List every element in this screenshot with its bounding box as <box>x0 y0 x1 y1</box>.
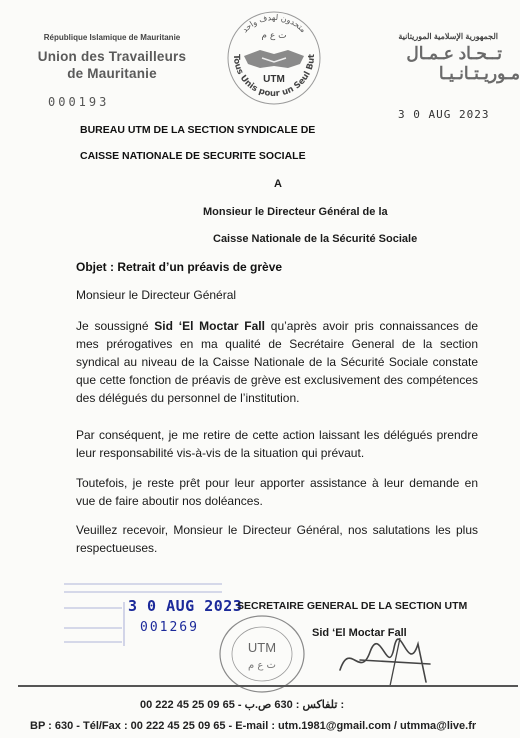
logo-ring-text-top: متحدون لهدف واحد <box>240 12 308 35</box>
receipt-stamp-date: 3 0 AUG 2023 <box>128 597 243 615</box>
handwritten-signature <box>330 630 440 690</box>
logo-acronym: UTM <box>263 74 285 85</box>
utm-logo <box>222 6 326 110</box>
footer-line1-numbers: 00 222 45 25 09 65 - تلفاكس : 630 <box>140 699 338 711</box>
document-number: 000193 <box>48 95 110 109</box>
signatory-name: Sid ‘El Moctar Fall <box>312 627 407 639</box>
recipient-line2: Caisse Nationale de la Sécurité Sociale <box>213 233 418 245</box>
paragraph-2: Par conséquent, je me retire de cette action laissant les délégués prendre leur responsabilité vis-à-vis de la situation qui prévaut. <box>76 428 478 460</box>
signatory-title: SECRETAIRE GENERAL DE LA SECTION UTM <box>237 600 468 612</box>
header-union-name-ar-line1: تــحـاد عـمـال <box>406 44 502 63</box>
p1-body: qu’après avoir pris connaissances de mes prérogatives en ma qualité de Secrétaire General de la section syndical au niveau de la Caisse Nationale de la Sécurité Sociale constate que cette fonction de préavis de grève est exclusivement des compétences des délégués du personnel de l’institution. <box>76 319 478 405</box>
logo-center-arabic: ت ع م <box>261 31 287 41</box>
handshake-icon <box>244 50 304 68</box>
footer-contact-line: BP : 630 - Tél/Fax : 00 222 45 25 09 65 - E-mail : utm.1981@gmail.com / utmma@live.fr <box>30 720 477 732</box>
letter-subject: Objet : Retrait d’un préavis de grève <box>76 260 283 274</box>
letter-salutation: Monsieur le Directeur Général <box>76 288 237 302</box>
receipt-stamp-number: 001269 <box>140 620 199 635</box>
footer-divider <box>18 685 518 687</box>
bureau-line2: CAISSE NATIONALE DE SECURITE SOCIALE <box>80 150 306 162</box>
date-stamp: 3 0 AUG 2023 <box>398 108 490 121</box>
paragraph-3: Toutefois, je reste prêt pour leur apporter assistance à leur demande en vue de faire aboutir nos doléances. <box>76 476 478 508</box>
union-name-line2: de Mauritanie <box>67 66 157 81</box>
footer-contact-arabic-line <box>140 698 344 711</box>
p1-signatory-name: Sid ‘El Moctar Fall <box>154 319 265 333</box>
recipient-line1: Monsieur le Directeur Général de la <box>203 206 388 218</box>
footer-line1-ar: ص.ب : <box>244 699 345 711</box>
union-name-line1: Union des Travailleurs <box>37 49 187 64</box>
header-union-name-fr <box>22 48 202 82</box>
to-label: A <box>274 178 282 190</box>
circle-stamp-arabic: ت ع م <box>248 660 276 671</box>
header-country-fr: République Islamique de Mauritanie <box>43 33 181 42</box>
bureau-line1: BUREAU UTM DE LA SECTION SYNDICALE DE <box>80 124 316 136</box>
paragraph-1 <box>76 317 478 407</box>
header-union-name-ar-line2: مـوريـتـانـيـا <box>438 64 520 83</box>
circle-stamp-acronym: UTM <box>247 640 277 655</box>
paragraph-4: Veuillez recevoir, Monsieur le Directeur Général, nos salutations les plus respectueuses. <box>76 523 478 555</box>
header-country-ar: الجمهورية الإسلامية الموريتانية <box>398 32 498 41</box>
logo-ring-text-bottom: Tous Unis pour un Seul But <box>230 54 318 100</box>
p1-prefix: Je soussigné <box>76 319 155 333</box>
